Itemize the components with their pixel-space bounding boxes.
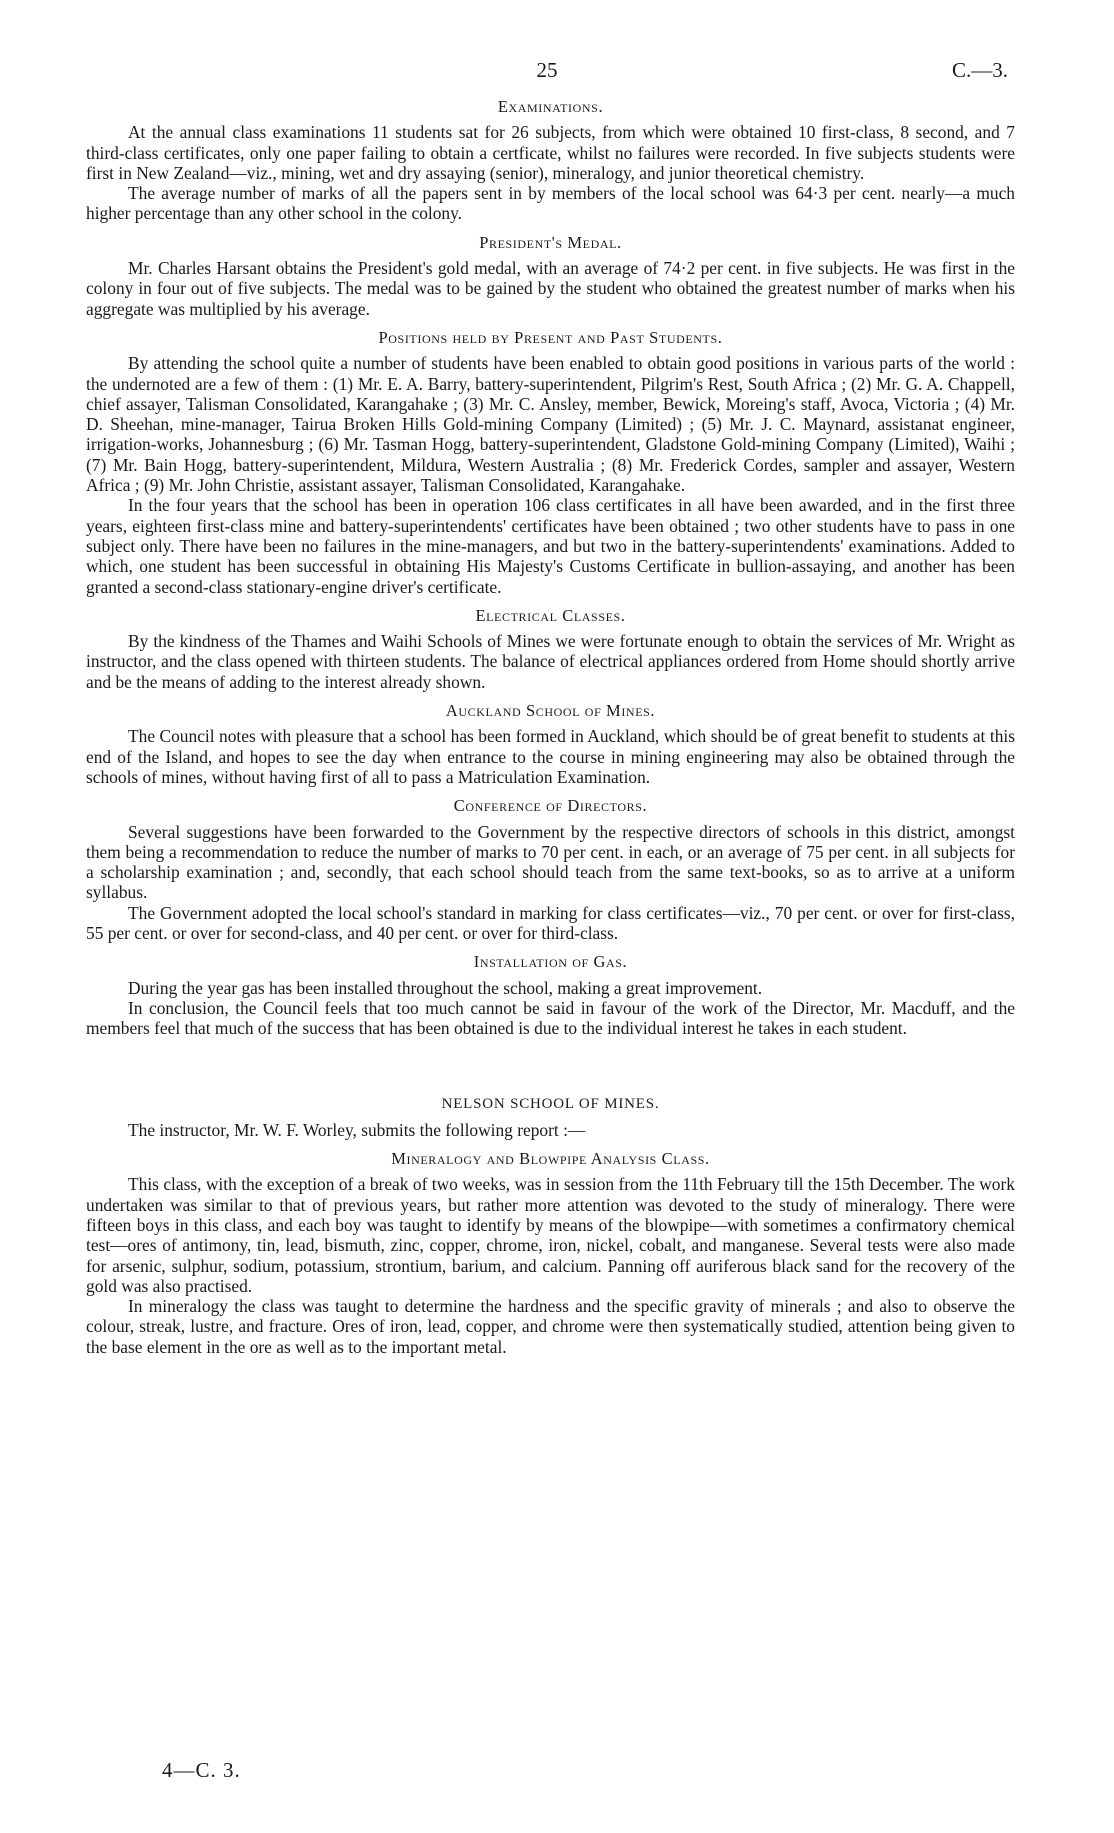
document-reference: C.—3. xyxy=(951,58,1008,82)
section-heading-conference: Conference of Directors. xyxy=(453,796,648,816)
paragraph: In the four years that the school has been in operation 106 class certificates in all have been awarded, and in the first three years, eighteen first-class mine and battery-superintendents' certificates have been obtained ; two other students have to pass in one subject only. There have been no failures in the mine-managers, and but two in the battery-superintendents' examinations. Added to which, one student has been successful in obtaining His Majesty's Customs Certificate in bullion-assaying, and another has been granted a second-class stationary-engine driver's certificate. xyxy=(86,495,1015,597)
paragraph: By attending the school quite a number of students have been enabled to obtain good positions in various parts of the world : the undernoted are a few of them : (1) Mr. E. A. Barry, battery-superintendent, Pilgrim's Rest, South Africa ; (2) Mr. G. A. Chappell, chief assayer, Talisman Consolidated, Karangahake ; (3) Mr. C. Ansley, member, Bewick, Moreing's staff, Avoca, Victoria ; (4) Mr. D. Sheehan, mine-manager, Tairua Broken Hills Gold-mining Company (Limited) ; (5) Mr. J. C. Maynard, assistanat engineer, irrigation-works, Johannesburg ; (6) Mr. Tasman Hogg, battery-superintendent, Gladstone Gold-mining Company (Limited), Waihi ; (7) Mr. Bain Hogg, battery-superintendent, Mildura, Western Australia ; (8) Mr. Frederick Cordes, sampler and assayer, Western Africa ; (9) Mr. John Christie, assistant assayer, Talisman Consolidated, Karangahake. xyxy=(86,353,1015,496)
paragraph: By the kindness of the Thames and Waihi Schools of Mines we were fortunate enough to obtain the services of Mr. Wright as instructor, and the class opened with thirteen students. The balance of electrical appliances ordered from Home should shortly arrive and be the means of adding to the interest already shown. xyxy=(86,631,1015,692)
section-heading-nelson: NELSON SCHOOL OF MINES. xyxy=(441,1096,660,1113)
paragraph: During the year gas has been installed throughout the school, making a great improvement. xyxy=(128,977,763,998)
paragraph: In mineralogy the class was taught to determine the hardness and the specific gravity of minerals ; and also to observe the colour, streak, lustre, and fracture. Ores of iron, lead, copper, and chrome were then systematically studied, attention being given to the base element in the ore as well as to the important metal. xyxy=(86,1296,1015,1357)
paragraph: Several suggestions have been forwarded to the Government by the respective directors of schools in this district, amongst them being a recommendation to reduce the number of marks to 70 per cent. in each, or an average of 75 per cent. in all subjects for a scholarship examination ; and, secondly, that each school should teach from the same text-books, so as to arrive at a uniform syllabus. xyxy=(86,821,1015,903)
paragraph: The Government adopted the local school's standard in marking for class certificates—viz., 70 per cent. or over for first-class, 55 per cent. or over for second-class, and 40 per cent. or over for third-class. xyxy=(86,902,1015,943)
page-body xyxy=(86,97,1015,1357)
paragraph: The Council notes with pleasure that a school has been formed in Auckland, which should be of great benefit to students at this end of the Island, and hopes to see the day when entrance to the course in mining engineering may also be obtained through the schools of mines, without having first of all to pass a Matriculation Examination. xyxy=(86,726,1015,787)
paragraph: Mr. Charles Harsant obtains the President's gold medal, with an average of 74·2 per cent. in five subjects. He was first in the colony in four out of five subjects. The medal was to be gained by the student who obtained the greatest number of marks when his aggregate was multiplied by his average. xyxy=(86,258,1015,319)
section-heading-electrical: Electrical Classes. xyxy=(475,605,626,625)
paragraph: This class, with the exception of a break of two weeks, was in session from the 11th February till the 15th December. The work undertaken was similar to that of previous years, but rather more attention was devoted to the study of mineralogy. There were fifteen boys in this class, and each boy was taught to identify by means of the blowpipe—with sometimes a confirmatory chemical test—ores of antimony, tin, lead, bismuth, zinc, copper, chrome, iron, nickel, cobalt, and manganese. Several tests were also made for arsenic, sulphur, sodium, potassium, strontium, barium, and calcium. Panning off auriferous black sand for the recovery of the gold was also practised. xyxy=(86,1174,1015,1296)
section-heading-auckland: Auckland School of Mines. xyxy=(445,701,656,721)
paragraph: In conclusion, the Council feels that too much cannot be said in favour of the work of the Director, Mr. Macduff, and the members feel that much of the success that has been obtained is due to the individual interest he takes in each student. xyxy=(86,997,1015,1039)
paragraph: The average number of marks of all the papers sent in by members of the local school was 64·3 per cent. nearly—a much higher percentage than any other school in the colony. xyxy=(86,183,1015,224)
section-heading-gas: Installation of Gas. xyxy=(473,952,628,972)
signature-reference: 4—C. 3. xyxy=(162,1758,241,1782)
page-number: 25 xyxy=(536,58,558,82)
section-heading-presidents-medal: President's Medal. xyxy=(479,232,622,252)
subheading-mineralogy: Mineralogy and Blowpipe Analysis Class. xyxy=(391,1149,710,1169)
page-header xyxy=(86,58,1008,84)
section-heading-positions: Positions held by Present and Past Students. xyxy=(378,327,723,347)
paragraph: The instructor, Mr. W. F. Worley, submits the following report :— xyxy=(128,1119,586,1140)
paragraph: At the annual class examinations 11 students sat for 26 subjects, from which were obtained 10 first-class, 8 second, and 7 third-class certificates, only one paper failing to obtain a certficate, whilst no failures were recorded. In five subjects students were first in New Zealand—viz., mining, wet and dry assaying (senior), mineralogy, and junior theoretical chemistry. xyxy=(86,122,1015,183)
section-heading-examinations: Examinations. xyxy=(497,97,604,116)
